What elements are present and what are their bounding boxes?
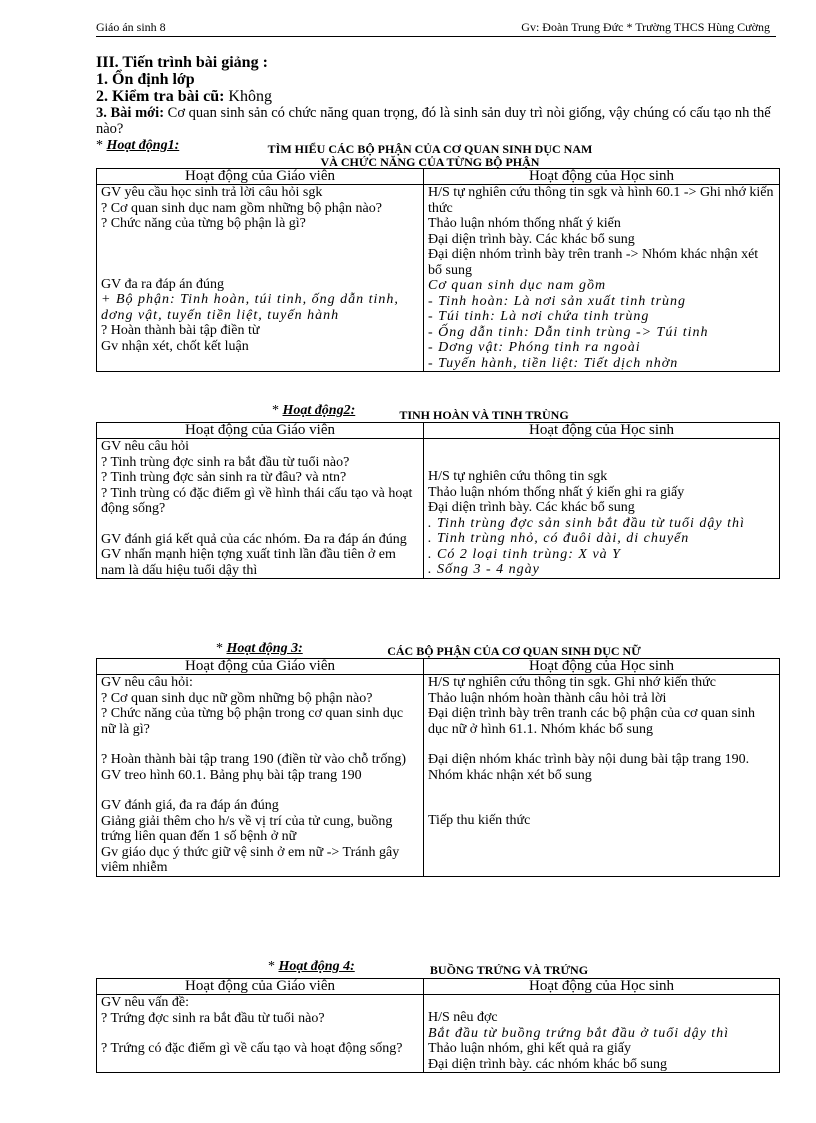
hs-line: Thảo luận nhóm thống nhất ý kiến — [428, 216, 621, 231]
gv-line: ? Cơ quan sinh dục nữ gồm những bộ phận nào? — [101, 690, 373, 706]
gv-line: ? Chức năng của từng bộ phận trong cơ quan sinh dục nữ là gì? — [101, 706, 404, 737]
activity-3-body-row — [97, 675, 780, 877]
activity-2-title: TINH HOÀN VÀ TINH TRÙNG — [399, 408, 569, 422]
gv-line: ? Trứng có đặc điểm gì về cấu tạo và hoạt động sống? — [101, 1041, 403, 1056]
gv-line: ? Hoàn thành bài tập trang 190 (điền từ vào chỗ trống) — [101, 752, 406, 767]
hs-line: Đại diện trình bày. Các khác bổ sung — [428, 500, 635, 515]
gv-line: ? Tinh trùng đợc sinh ra bắt đầu từ tuổi nào? — [101, 454, 350, 470]
gv-line: Giảng giải thêm cho h/s về vị trí của tử cung, buồng trứng liên quan đến 1 số bệnh ở nữ — [101, 813, 393, 844]
activity-2-table — [96, 422, 780, 579]
activity-3-heading — [216, 641, 303, 657]
gv-line: ? Cơ quan sinh dục nam gồm những bộ phận nào? — [101, 200, 382, 216]
hs-line: - Dơng vật: Phóng tinh ra ngoài — [428, 340, 641, 355]
activity-1-title — [200, 143, 660, 169]
activity-4-heading — [268, 959, 355, 975]
gv-line: ? Tinh trùng đợc sản sinh ra từ đâu? và ntn? — [101, 470, 347, 485]
activity-2-star: * — [272, 403, 283, 418]
hs-line: Thảo luận nhóm thống nhất ý kiến ghi ra giấy — [428, 484, 685, 500]
gv-line: GV đánh giá kết quả của các nhóm. Đa ra đáp án đúng — [101, 531, 407, 547]
gv-line: ? Chức năng của từng bộ phận là gì? — [101, 216, 306, 231]
activity-2-label: Hoạt động2: — [282, 403, 356, 418]
hs-line: . Tinh trùng nhỏ, có đuôi dài, di chuyển — [428, 531, 690, 546]
hs-line: Bắt đầu từ buồng trứng bắt đầu ở tuổi dậy thì — [428, 1025, 730, 1041]
activity-2-header-row — [97, 423, 780, 439]
activity-4-teacher-cell — [97, 995, 424, 1073]
activity-2-teacher-cell — [97, 439, 424, 579]
hs-line: . Có 2 loại tinh trùng: X và Y — [428, 546, 621, 562]
gv-line: ? Trứng đợc sinh ra bắt đầu từ tuổi nào? — [101, 1010, 325, 1026]
header-author: Gv: Đoàn Trung Đức * Trường THCS Hùng Cường — [521, 20, 770, 34]
page-header — [96, 18, 776, 37]
item-3-text: Cơ quan sinh sản có chức năng quan trọng, đó là sinh sản duy trì nòi giống, vậy chúng có cấu tạo nh thế nào? — [96, 105, 771, 137]
item-3-label: 3. Bài mới: — [96, 105, 165, 121]
activity-3-table — [96, 658, 780, 877]
hs-line: Thảo luận nhóm hoàn thành câu hỏi trả lời — [428, 690, 667, 706]
hs-line: - Ống dẫn tinh: Dẫn tinh trùng -> Túi tinh — [428, 324, 709, 340]
hs-line: . Sống 3 - 4 ngày — [428, 562, 540, 577]
activity-1-body-row — [97, 185, 780, 372]
gv-line: ? Hoàn thành bài tập điền từ — [101, 323, 260, 338]
section-item-2 — [96, 88, 272, 105]
activity-3-label: Hoạt động 3: — [226, 641, 303, 656]
item-2-label: 2. Kiểm tra bài cũ: — [96, 88, 225, 105]
activity-2-body-row — [97, 439, 780, 579]
activity-2-student-cell — [424, 439, 780, 579]
activity-2-heading — [272, 403, 355, 419]
activity-1-table — [96, 168, 780, 372]
activity-1-heading — [96, 138, 179, 154]
hs-line: H/S tự nghiên cứu thông tin sgk. Ghi nhớ kiến thức — [428, 675, 716, 690]
activity-3-star: * — [216, 641, 227, 656]
hs-line: H/S nêu đợc — [428, 1010, 498, 1025]
hs-line: Đại diện trình bày trên tranh các bộ phận của cơ quan sinh dục nữ ở hình 61.1. Nhóm khác bổ sung — [428, 706, 755, 737]
hs-line: Đại diện nhóm trình bày trên tranh -> Nhóm khác nhận xét bổ sung — [428, 247, 759, 278]
activity-1-title-line-2: VÀ CHỨC NĂNG CỦA TỪNG BỘ PHẬN — [320, 155, 540, 169]
activity-3-teacher-cell — [97, 675, 424, 877]
header-subject: Giáo án sinh 8 — [96, 20, 166, 34]
gv-line: + Bộ phận: Tinh hoàn, túi tinh, ống dẫn tinh, dơng vật, tuyến tiền liệt, tuyến hành — [101, 292, 399, 323]
hs-line: Đại diện nhóm khác trình bày nội dung bài tập trang 190. — [428, 752, 750, 767]
gv-line: GV nhấn mạnh hiện tợng xuất tinh lần đầu tiên ở em nam là dấu hiệu tuổi dậy thì — [101, 547, 396, 578]
gv-line: GV treo hình 60.1. Bảng phụ bài tập trang 190 — [101, 767, 362, 783]
gv-line: Gv giáo dục ý thức giữ vệ sinh ở em nữ -> Tránh gây viêm nhiễm — [101, 844, 400, 875]
activity-1-label: Hoạt động1: — [106, 138, 180, 153]
activity-1-teacher-cell — [97, 185, 424, 372]
gv-line: GV đánh giá, đa ra đáp án đúng — [101, 798, 279, 813]
item-2-text: Không — [224, 88, 272, 105]
section-item-3 — [96, 105, 784, 137]
hs-line: Cơ quan sinh dục nam gồm — [428, 278, 607, 293]
student-column-header: Hoạt động của Học sinh — [424, 979, 780, 995]
hs-line: Thảo luận nhóm, ghi kết quả ra giấy — [428, 1041, 631, 1056]
activity-3-student-cell — [424, 675, 780, 877]
hs-line: Nhóm khác nhận xét bổ sung — [428, 767, 592, 783]
activity-1-title-line-1: TÌM HIỂU CÁC BỘ PHẬN CỦA CƠ QUAN SINH DỤC NAM — [267, 142, 593, 156]
activity-4-student-cell — [424, 995, 780, 1073]
hs-line: Đại diện trình bày. Các khác bổ sung — [428, 231, 635, 247]
teacher-column-header: Hoạt động của Giáo viên — [97, 169, 424, 185]
hs-line: - Tuyến hành, tiền liệt: Tiết dịch nhờn — [428, 355, 679, 371]
hs-line: - Túi tinh: Là nơi chứa tinh trùng — [428, 309, 650, 324]
activity-1-star: * — [96, 138, 107, 153]
gv-line: GV yêu cầu học sinh trả lời câu hỏi sgk — [101, 185, 323, 200]
hs-line: - Tinh hoàn: Là nơi sản xuất tinh trùng — [428, 293, 687, 309]
activity-4-label: Hoạt động 4: — [278, 959, 355, 974]
activity-4-table — [96, 978, 780, 1073]
activity-1-student-cell — [424, 185, 780, 372]
gv-line: GV đa ra đáp án đúng — [101, 276, 224, 292]
activity-1-header-row — [97, 169, 780, 185]
hs-line: Đại diện trình bày. các nhóm khác bổ sung — [428, 1056, 667, 1072]
activity-3-title: CÁC BỘ PHẬN CỦA CƠ QUAN SINH DỤC NỮ — [387, 644, 641, 658]
activity-3-header-row — [97, 659, 780, 675]
gv-line: ? Tinh trùng có đặc điểm gì về hình thái cấu tạo và hoạt động sống? — [101, 485, 413, 516]
teacher-column-header: Hoạt động của Giáo viên — [97, 659, 424, 675]
hs-line: . Tinh trùng đợc sản sinh bắt đầu từ tuổi dậy thì — [428, 515, 745, 531]
student-column-header: Hoạt động của Học sinh — [424, 659, 780, 675]
gv-line: GV nêu câu hỏi — [101, 439, 189, 454]
section-item-1: 1. Ổn định lớp — [96, 71, 195, 88]
student-column-header: Hoạt động của Học sinh — [424, 423, 780, 439]
activity-4-title: BUỒNG TRỨNG VÀ TRỨNG — [429, 963, 589, 977]
teacher-column-header: Hoạt động của Giáo viên — [97, 423, 424, 439]
teacher-column-header: Hoạt động của Giáo viên — [97, 979, 424, 995]
hs-line: H/S tự nghiên cứu thông tin sgk và hình 60.1 -> Ghi nhớ kiến thức — [428, 185, 774, 216]
hs-line: Tiếp thu kiến thức — [428, 813, 531, 828]
activity-4-body-row — [97, 995, 780, 1073]
section-title: III. Tiến trình bài giảng : — [96, 54, 268, 71]
student-column-header: Hoạt động của Học sinh — [424, 169, 780, 185]
gv-line: GV nêu câu hỏi: — [101, 675, 193, 690]
gv-line: Gv nhận xét, chốt kết luận — [101, 338, 249, 354]
activity-4-header-row — [97, 979, 780, 995]
hs-line: H/S tự nghiên cứu thông tin sgk — [428, 469, 608, 484]
activity-4-star: * — [268, 959, 279, 974]
gv-line: GV nêu vấn đề: — [101, 995, 189, 1010]
